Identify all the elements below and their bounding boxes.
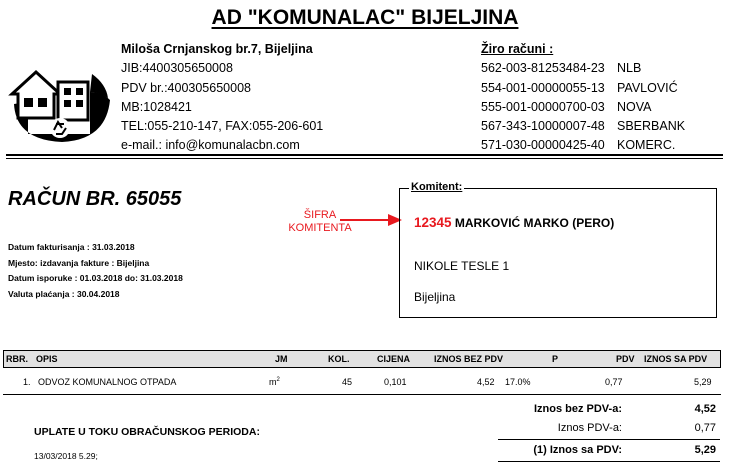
bank-name: SBERBANK: [617, 119, 686, 134]
totals-bottom-rule: [498, 461, 720, 462]
items-table-header: [3, 350, 721, 368]
customer-id-line: [414, 215, 614, 230]
col-rbr: RBR.: [6, 354, 28, 364]
col-opis: OPIS: [36, 354, 58, 364]
bank-account-number: 562-003-81253484-23: [481, 61, 605, 76]
bank-account-row: [481, 136, 685, 155]
jib-line: JIB:4400305650008: [121, 61, 233, 76]
cell-opis: ODVOZ KOMUNALNOG OTPADA: [38, 377, 177, 387]
payment-due: Valuta plaćanja : 30.04.2018: [8, 288, 120, 299]
invoice-title: RAČUN BR. 65055: [8, 188, 182, 210]
total-without-vat-value: 4,52: [694, 403, 716, 415]
header-divider-thin: [6, 158, 723, 159]
vat-amount-row: [498, 419, 720, 438]
total-with-vat-value: 5,29: [694, 444, 716, 456]
bank-name: KOMERC.: [617, 138, 676, 153]
customer-name: MARKOVIĆ MARKO (PERO): [454, 216, 615, 230]
vat-amount-value: 0,77: [694, 422, 716, 434]
recycle-house-logo-icon: [6, 42, 114, 146]
pdv-line: PDV br.:400305650008: [121, 80, 251, 95]
bank-account-row: [481, 117, 685, 136]
cell-iznos-sa: 5,29: [694, 377, 712, 387]
company-title: [0, 6, 730, 30]
cell-cijena: 0,101: [384, 377, 407, 387]
col-iznos-bez: IZNOS BEZ PDV: [434, 354, 504, 364]
header-divider: [6, 154, 723, 156]
invoice-meta: [8, 240, 183, 302]
total-without-vat-label: Iznos bez PDV-a:: [533, 403, 622, 415]
customer-city: Bijeljina: [414, 290, 456, 304]
total-with-vat-row: [498, 441, 720, 460]
totals-block: [498, 400, 720, 460]
company-address: [121, 40, 323, 156]
col-p: P: [552, 354, 559, 364]
col-cijena: CIJENA: [377, 354, 411, 364]
bank-name: NLB: [617, 61, 642, 76]
arrow-right-icon: [340, 213, 402, 227]
cell-pdv: 0,77: [605, 377, 623, 387]
total-with-vat-label: (1) Iznos sa PDV:: [533, 444, 622, 456]
customer-street: NIKOLE TESLE 1: [414, 259, 510, 273]
col-jm: JM: [275, 354, 288, 364]
table-row: [3, 374, 721, 392]
table-bottom-rule: [3, 394, 721, 395]
bank-account-number: 567-343-10000007-48: [481, 119, 605, 134]
cell-kol: 45: [342, 377, 353, 387]
cell-p: 17.0%: [505, 377, 531, 387]
col-pdv: PDV: [616, 354, 635, 364]
phone-line: TEL:055-210-147, FAX:055-206-601: [121, 119, 324, 134]
mb-line: MB:1028421: [121, 99, 192, 114]
total-without-vat-row: [498, 400, 720, 419]
bank-accounts-heading: Žiro računi :: [481, 42, 554, 56]
annotation-line2: KOMITENTA: [288, 222, 352, 234]
totals-rule: [498, 439, 720, 440]
bank-account-number: 555-001-00000700-03: [481, 99, 605, 114]
bank-account-row: [481, 98, 685, 117]
email-line: e-mail.: info@komunalacbn.com: [121, 138, 300, 153]
payments-title: UPLATE U TOKU OBRAČUNSKOG PERIODA:: [34, 426, 260, 438]
bank-account-number: 571-030-00000425-40: [481, 138, 605, 153]
bank-name: NOVA: [617, 99, 652, 114]
bank-name: PAVLOVIĆ: [617, 80, 678, 95]
annotation-line1: ŠIFRA: [303, 209, 337, 221]
cell-iznos-bez: 4,52: [477, 377, 495, 387]
cell-jm-sup: 2: [276, 377, 280, 383]
customer-box-label: Komitent:: [411, 181, 463, 193]
bank-account-row: [481, 59, 685, 78]
bank-accounts: [481, 40, 685, 156]
address-line: Miloša Crnjanskog br.7, Bijeljina: [121, 42, 313, 56]
vat-amount-label: Iznos PDV-a:: [557, 422, 622, 434]
bank-account-number: 554-001-00000055-13: [481, 80, 605, 95]
payment-entry: 13/03/2018 5.29;: [34, 451, 98, 461]
col-kol: KOL.: [328, 354, 350, 364]
delivery-period: Datum isporuke : 01.03.2018 do: 31.03.2018: [8, 273, 183, 284]
cell-jm-unit: m: [269, 377, 277, 387]
cell-rbr: 1.: [23, 377, 31, 387]
company-name: AD "KOMUNALAC" BIJELJINA: [211, 6, 519, 29]
invoice-date: Datum fakturisanja : 31.03.2018: [8, 242, 135, 252]
bank-account-row: [481, 79, 685, 98]
customer-code: 12345: [414, 215, 452, 230]
cell-jm: [269, 377, 280, 387]
invoice-place: Mjesto: izdavanja fakture : Bijeljina: [8, 257, 150, 268]
col-iznos-sa: IZNOS SA PDV: [644, 354, 708, 364]
